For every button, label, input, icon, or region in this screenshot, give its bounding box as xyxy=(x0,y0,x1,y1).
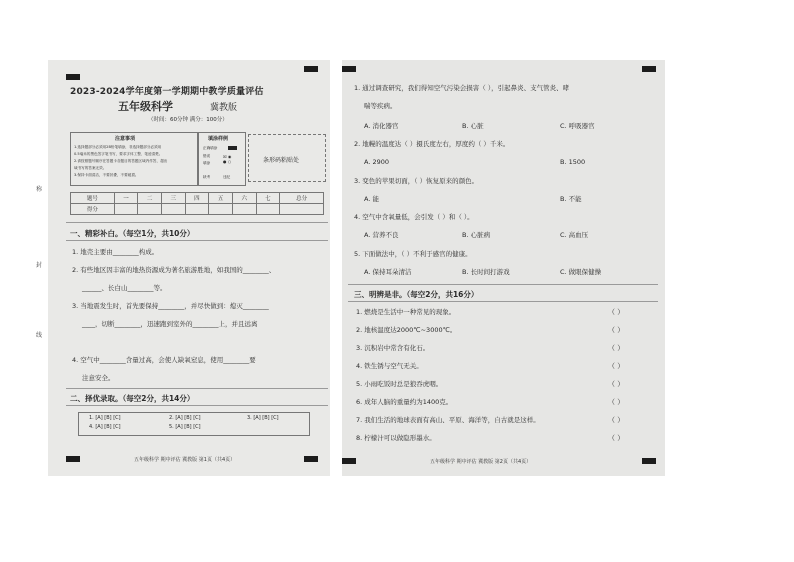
score-header: 六 xyxy=(232,193,256,204)
choice-question-4: 4. 空气中含氧量低，会引发（ ）和（ ）。 xyxy=(354,213,474,221)
fill-example-label: 缺考 xyxy=(203,175,211,179)
score-cell[interactable] xyxy=(209,204,233,215)
fill-example-title: 填涂样例 xyxy=(208,136,229,142)
option: C. 呼吸器官 xyxy=(560,122,595,130)
filled-box-icon xyxy=(228,146,237,150)
alignment-mark xyxy=(342,458,356,464)
side-label: 称 xyxy=(36,186,43,193)
alignment-mark xyxy=(342,66,356,72)
option: B. 不能 xyxy=(560,195,582,203)
score-header: 四 xyxy=(185,193,209,204)
notice-title: 注意事项 xyxy=(115,136,136,142)
question-1-4: 4. 空气中________含量过高，会使人缺氧窒息，使用________要 xyxy=(72,356,256,364)
judgement-item: 1. 燃烧是生活中一种常见的现象。 xyxy=(356,308,456,316)
option: C. 做眼保健操 xyxy=(560,268,602,276)
score-cell[interactable] xyxy=(161,204,185,215)
judgement-item: 3. 沉积岩中常含有化石。 xyxy=(356,344,430,352)
option: B. 心脏病 xyxy=(462,231,491,239)
alignment-mark xyxy=(642,458,656,464)
notice-line: 域书写的答案无效。 xyxy=(74,166,107,170)
choice-question-5: 5. 下面做法中，（ ）不利于感官的健康。 xyxy=(354,250,472,258)
answer-paren[interactable]: （ ） xyxy=(608,344,625,352)
choice-question-2: 2. 地幔的温度达（ ）摄氏度左右，厚度约（ ）千米。 xyxy=(354,140,510,148)
answer-paren[interactable]: （ ） xyxy=(608,326,625,334)
section-3-title: 三、明辨是非。（每空2分，共16分） xyxy=(354,290,479,299)
score-header: 二 xyxy=(138,193,162,204)
fill-example-label: 违纪 xyxy=(223,175,231,179)
option: A. 能 xyxy=(364,195,379,203)
notice-line: 0.5毫米的黑色签字笔书写，要求字体工整、笔迹清楚。 xyxy=(74,152,163,156)
answer-paren[interactable]: （ ） xyxy=(608,362,625,370)
notice-line: 2.请按照题号顺序在答题卡各题目的答题区域内作答，超出 xyxy=(74,159,168,163)
exam-title: 2023-2024学年度第一学期期中教学质量评估 xyxy=(70,87,264,97)
score-table xyxy=(70,192,324,215)
score-header: 七 xyxy=(256,193,280,204)
wrong-fill-icons: ☒ ◉ ● ○ xyxy=(223,154,232,164)
divider xyxy=(66,388,328,389)
fill-example-label: 错误 xyxy=(203,154,211,158)
score-row-label: 题号 xyxy=(71,193,115,204)
score-cell[interactable] xyxy=(280,204,324,215)
judgement-item: 6. 成年人脑的重量约为1400克。 xyxy=(356,398,453,406)
score-cell[interactable] xyxy=(185,204,209,215)
answer-choice[interactable]: 4. [A] [B] [C] xyxy=(89,424,121,430)
divider xyxy=(66,405,328,406)
notice-box xyxy=(70,132,198,186)
score-header: 总分 xyxy=(280,193,324,204)
time-info: （时间：60分钟 满分：100分） xyxy=(148,117,228,123)
question-1-2: 2. 有些地区因丰富的地热资源成为著名旅游胜地，如我国的________、 xyxy=(72,266,276,274)
section-1-title: 一、精彩补白。（每空1分，共10分） xyxy=(70,229,195,238)
alignment-mark xyxy=(304,66,318,72)
question-1-4-cont: 注意安全。 xyxy=(82,374,115,382)
option: A. 消化器官 xyxy=(364,122,399,130)
exam-page-1 xyxy=(48,60,330,476)
question-1-1: 1. 地壳主要由________构成。 xyxy=(72,248,159,256)
section-2-title: 二、择优录取。（每空2分，共14分） xyxy=(70,394,195,403)
alignment-mark xyxy=(304,456,318,462)
fill-example-label: 正确填涂 xyxy=(203,146,218,150)
notice-line: 1.选择题部分必须用2B铅笔填涂，非选择题部分必须用 xyxy=(74,145,162,149)
alignment-mark xyxy=(66,456,80,462)
score-cell[interactable] xyxy=(114,204,138,215)
subject-title: 五年级科学 xyxy=(118,100,173,113)
answer-choice[interactable]: 5. [A] [B] [C] xyxy=(169,424,201,430)
fill-example-box xyxy=(198,132,246,186)
answer-choice[interactable]: 1. [A] [B] [C] xyxy=(89,415,121,421)
page-footer: 五年级科学 期中评估 冀教版 第1页（共4页） xyxy=(134,457,236,463)
answer-paren[interactable]: （ ） xyxy=(608,380,625,388)
question-1-3-cont: ____，切断________，迅速跑到室外的________上，并且远离 xyxy=(82,320,258,328)
judgement-item: 2. 地核温度达2000℃~3000℃。 xyxy=(356,326,457,334)
side-label: 封 xyxy=(36,262,43,269)
answer-paren[interactable]: （ ） xyxy=(608,434,625,442)
option: A. 保持耳朵清洁 xyxy=(364,268,412,276)
score-cell[interactable] xyxy=(138,204,162,215)
divider xyxy=(66,240,328,241)
fill-example-label: 填涂 xyxy=(203,161,211,165)
option: C. 高血压 xyxy=(560,231,589,239)
judgement-item: 4. 铁生锈与空气无关。 xyxy=(356,362,423,370)
score-cell[interactable] xyxy=(232,204,256,215)
answer-paren[interactable]: （ ） xyxy=(608,398,625,406)
barcode-area xyxy=(248,134,326,182)
option: B. 长时间打游戏 xyxy=(462,268,510,276)
option: A. 2900 xyxy=(364,158,390,166)
option: B. 1500 xyxy=(560,158,586,166)
option: B. 心脏 xyxy=(462,122,484,130)
score-label: 得分 xyxy=(71,204,115,215)
option: A. 营养不良 xyxy=(364,231,399,239)
notice-line: 3.保持卡面清洁，不要折叠，不要破损。 xyxy=(74,173,139,177)
side-label: 线 xyxy=(36,332,43,339)
question-1-2-cont: ______、长白山________等。 xyxy=(82,284,167,292)
answer-paren[interactable]: （ ） xyxy=(608,416,625,424)
divider xyxy=(66,222,328,223)
judgement-item: 8. 柠檬汁可以做隐形墨水。 xyxy=(356,434,436,442)
page-footer: 五年级科学 期中评估 冀教版 第2页（共4页） xyxy=(430,459,532,465)
answer-choice[interactable]: 2. [A] [B] [C] xyxy=(169,415,201,421)
score-header: 三 xyxy=(161,193,185,204)
score-header: 五 xyxy=(209,193,233,204)
alignment-mark xyxy=(66,74,80,80)
choice-question-1-cont: 喘等疾病。 xyxy=(364,102,397,110)
score-header: 一 xyxy=(114,193,138,204)
score-cell[interactable] xyxy=(256,204,280,215)
choice-question-1: 1. 通过调查研究，我们得知空气污染会损害（ ），引起鼻炎、支气管炎、哮 xyxy=(354,84,570,92)
answer-choice[interactable]: 3. [A] [B] [C] xyxy=(247,415,279,421)
judgement-item: 5. 小雨吃饭时总是狼吞虎咽。 xyxy=(356,380,443,388)
exam-page-2 xyxy=(342,60,665,476)
edition-label: 冀教版 xyxy=(210,103,238,113)
answer-sheet-box xyxy=(78,412,310,436)
barcode-label: 条形码粘贴处 xyxy=(263,157,300,164)
divider xyxy=(348,284,658,285)
choice-question-3: 3. 变色的苹果切面，（ ）恢复原来的颜色。 xyxy=(354,177,479,185)
alignment-mark xyxy=(642,66,656,72)
question-1-3: 3. 当地震发生时，首先要保持________，并尽快做到：熄灭________ xyxy=(72,302,269,310)
answer-paren[interactable]: （ ） xyxy=(608,308,625,316)
divider xyxy=(348,301,658,302)
judgement-item: 7. 我们生活的地球表面有高山、平原、海洋等，自古就是这样。 xyxy=(356,416,540,424)
